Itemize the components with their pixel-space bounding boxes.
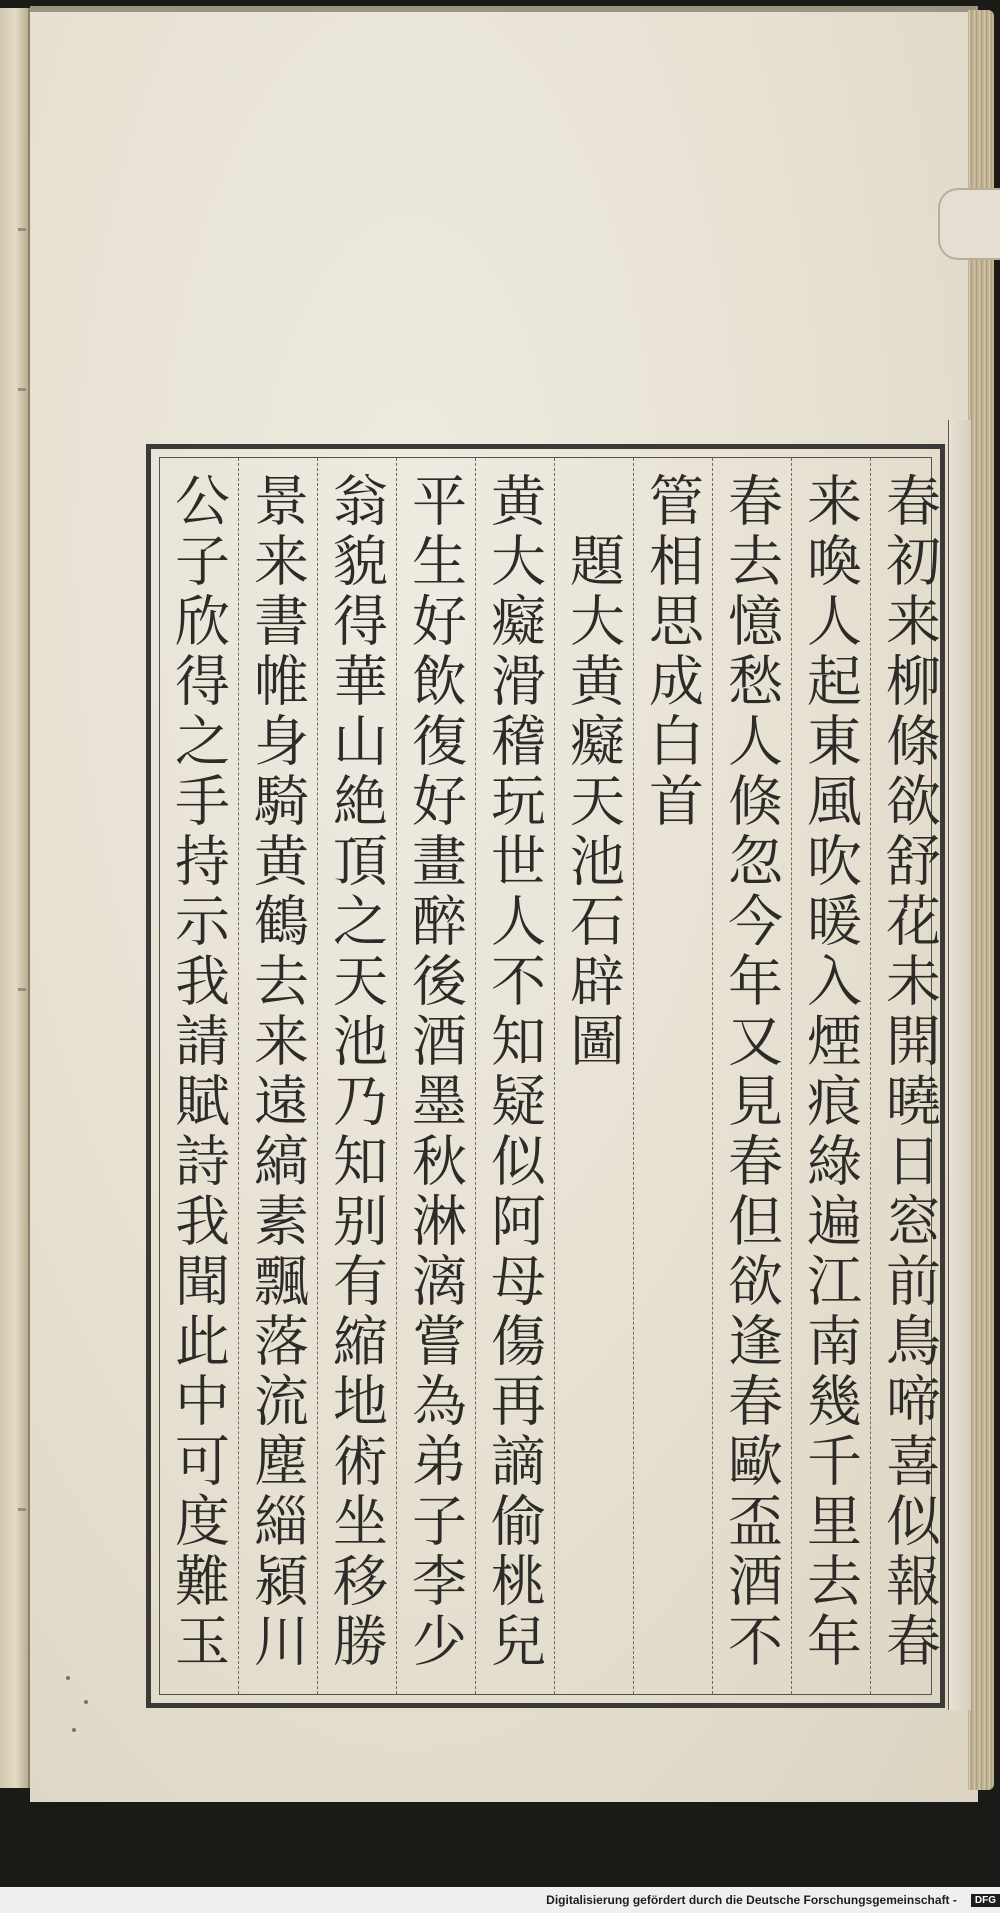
page-edges xyxy=(968,10,994,1790)
text-column-10: 公子欣得之手持示我請賦詩我聞此中可度難玉 xyxy=(166,472,230,1672)
text-column-3: 春去憶愁人倏忽今年又見春但欲逢春歐盃酒不 xyxy=(719,472,783,1672)
ink-speck xyxy=(84,1700,88,1704)
ink-speck xyxy=(66,1676,70,1680)
text-column-8: 翁貌得華山絶頂之天池乃知别有縮地術坐移勝 xyxy=(324,472,388,1672)
text-frame xyxy=(146,444,945,1708)
stitch-mark xyxy=(18,988,26,991)
poem-title-column: 題大黄癡天池石辟圖 xyxy=(561,472,625,1072)
dfg-logo: DFG xyxy=(971,1894,1000,1907)
funding-credit: Digitalisierung gefördert durch die Deutsche Forschungsgemeinschaft - xyxy=(546,1893,957,1907)
text-column-1: 春初来柳條欲舒花未開曉日窓前鳥啼喜似報春 xyxy=(877,472,941,1672)
stitch-mark xyxy=(18,1508,26,1511)
text-column-4: 管相思成白首 xyxy=(640,472,704,832)
text-column-7: 平生好飲復好畫醉後酒墨秋淋漓嘗為弟子李少 xyxy=(403,472,467,1672)
stitch-mark xyxy=(18,388,26,391)
page-margin-band xyxy=(948,420,971,1710)
text-column-2: 来喚人起東風吹暖入煙痕綠遍江南幾千里去年 xyxy=(798,472,862,1672)
text-column-9: 景来書帷身騎黄鶴去来遠縞素飄落流塵緇潁川 xyxy=(245,472,309,1672)
stitch-mark xyxy=(18,228,26,231)
ink-speck xyxy=(72,1728,76,1732)
text-column-6: 黄大癡滑稽玩世人不知疑似阿母傷再謫偷桃兒 xyxy=(482,472,546,1672)
text-frame-inner xyxy=(159,457,941,1695)
left-page-edge xyxy=(0,8,30,1788)
digitization-footer xyxy=(0,1887,1000,1913)
page-tab xyxy=(938,188,1000,260)
